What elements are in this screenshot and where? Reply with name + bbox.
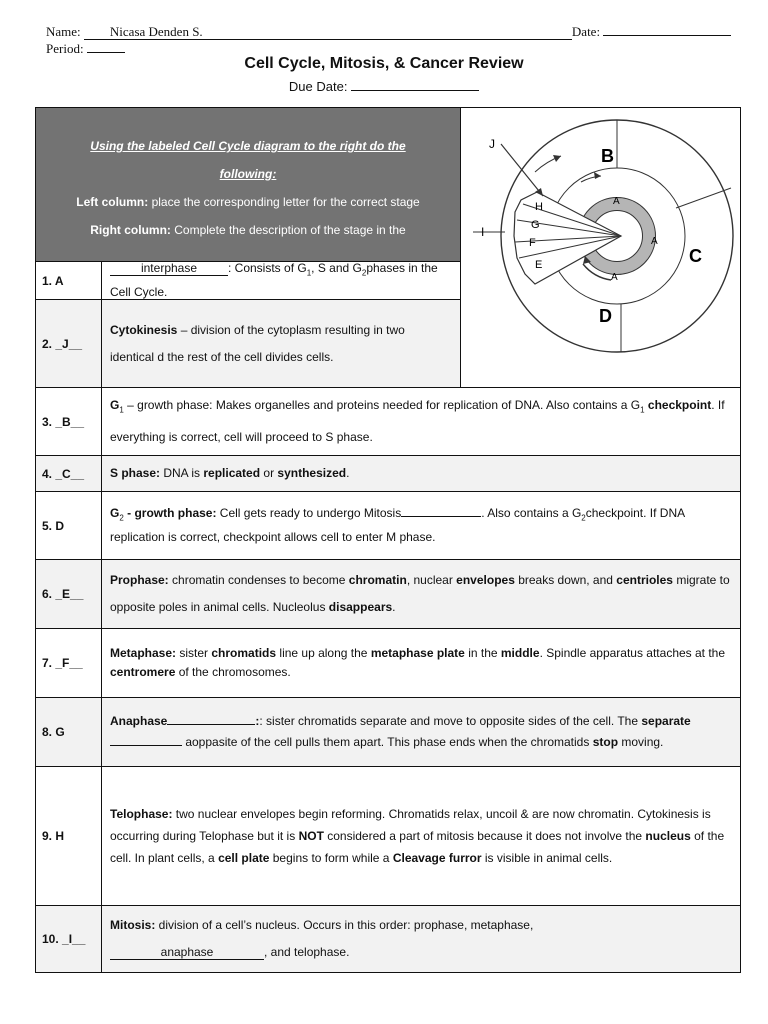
desc-bold: metaphase plate [370,646,465,660]
desc-text: is visible in animal cells. [481,851,613,865]
row-description [102,388,740,455]
name-label: Name: [46,24,81,39]
desc-bold: nucleus [645,829,691,843]
cell-cycle-diagram [460,108,741,387]
review-table [35,107,741,973]
table-row [36,559,740,628]
row-description [102,629,740,697]
row-answer[interactable]: 6. _E__ [36,560,102,628]
desc-term: Cytokinesis [110,322,178,337]
desc-sub: 1 [640,405,645,415]
desc-bold: replicated [203,466,261,480]
desc-text: in the [464,646,501,660]
label-d: D [599,306,612,326]
desc-text: sister [176,646,212,660]
desc-sub: 2 [119,513,124,523]
table-row [36,628,740,697]
due-date-line [0,76,768,94]
row-description: Anaphase :: sister chromatids separate and move to opposite sides of the cell. The separate aoppasite of the cell pulls them apart. This phase ends when the chromatids stop moving. [110,714,691,749]
desc-text: . [392,600,396,614]
row-description [102,492,740,559]
desc-bold: disappears [328,600,393,614]
instructions-left-column [36,188,460,216]
row-description [102,300,460,387]
row-answer[interactable]: 5. D [36,492,102,559]
period-field[interactable] [87,38,125,53]
name-field[interactable] [84,25,572,40]
desc-text: begins to form while a [269,851,393,865]
row-description [102,456,740,491]
desc-text: Cell gets ready to undergo Mitosis [216,506,402,521]
instructions-line-2: following: [219,167,277,181]
desc-bold: NOT [298,829,324,843]
answer-blank[interactable] [110,745,182,746]
desc-bold: envelopes [456,573,515,587]
desc-bold: synthesized [277,466,347,480]
desc-bold: separate [641,714,691,728]
instructions-line-1: Using the labeled Cell Cycle diagram to the right do the [90,139,406,153]
desc-text: , S and G [311,261,362,276]
desc-text: moving. [618,735,664,749]
desc-bold: middle [500,646,540,660]
desc-term: G [110,398,120,413]
label-j: J [489,137,495,151]
row-answer[interactable]: 4. _C__ [36,456,102,491]
desc-term: Anaphase [110,714,168,728]
desc-text: or [260,466,278,480]
table-row [36,697,740,766]
desc-term: S phase: [110,466,161,480]
desc-text: DNA is [160,466,204,480]
desc-bold: checkpoint [647,398,712,413]
desc-term: Metaphase: [110,646,177,660]
label-h: H [535,201,543,213]
due-date-field[interactable] [351,76,479,91]
desc-term: Telophase: [110,807,173,821]
desc-text: two nuclear envelopes begin reforming. Chromatids relax, uncoil & are now chromatin. Cytokinesis is occurring during Telophase but it is [110,807,711,843]
page-title: Cell Cycle, Mitosis, & Cancer Review [244,55,524,72]
answer-blank[interactable]: interphase [110,261,228,276]
row-answer[interactable]: 8. G [36,698,102,766]
desc-bold: cell plate [218,851,270,865]
row-answer[interactable]: 2. _J__ [36,300,102,387]
desc-text: – division of the cytoplasm resulting in two identical d the rest of the cell divides cells. [110,322,405,364]
name-date-line [46,21,731,40]
row-answer[interactable]: 9. H [36,767,102,905]
row-answer[interactable]: 3. _B__ [36,388,102,455]
desc-text: of the cell. In plant cells, a [110,829,725,865]
desc-text: , nuclear [406,573,457,587]
row-description [102,262,460,299]
label-f: F [529,237,536,249]
label-g: G [531,219,540,231]
desc-text: migrate to opposite poles in animal cells. Nucleolus [110,573,730,614]
desc-term: Mitosis: [110,918,156,932]
label-a-bottom: A [611,272,618,283]
cell-cycle-svg [461,108,741,386]
desc-text: chromatin condenses to become [168,573,349,587]
desc-term: Prophase: [110,573,169,587]
desc-text: line up along the [276,646,371,660]
row-description [102,906,740,972]
desc-bold: stop [592,735,619,749]
label-a-right: A [651,236,658,247]
desc-bold: centrioles [616,573,673,587]
table-row [36,766,740,905]
left-column-text: place the corresponding letter for the correct stage [148,195,420,209]
desc-bold: chromatin [348,573,407,587]
name-value: Nicasa Denden S. [109,24,203,39]
desc-bold: chromatids [211,646,277,660]
label-a-top: A [613,196,620,207]
table-row [36,491,740,559]
desc-text: . Also contains a G [481,506,582,521]
desc-text: division of a cell’s nucleus. Occurs in this order: prophase, metaphase, [155,918,534,932]
label-b: B [601,146,614,166]
desc-sub: 1 [306,268,312,278]
date-label: Date: [571,24,601,39]
desc-text: considered a part of mitosis because it does not involve the [323,829,646,843]
desc-text: : sister chromatids separate and move to opposite sides of the cell. The [259,714,642,728]
answer-blank[interactable]: anaphase [110,945,264,960]
desc-term: - growth phase: [123,506,217,521]
desc-text: . [346,466,350,480]
desc-term: G [110,506,120,521]
desc-text: aoppasite of the cell pulls them apart. This phase ends when the chromatids [182,735,593,749]
row-answer[interactable]: 1. A [36,262,102,299]
desc-sub: 1 [119,405,124,415]
desc-text: . Spindle apparatus attaches at the [539,646,726,660]
desc-text: of the chromosomes. [175,665,291,679]
due-label: Due Date: [288,79,348,94]
desc-bold: Cleavage furror [392,851,482,865]
desc-text: checkpoint. If DNA replication is correct, checkpoint allows cell to enter M phase. [110,506,685,544]
desc-text: : Consists of G [228,261,307,276]
table-row [36,387,740,455]
row-description [102,767,740,905]
table-row [36,299,460,387]
date-field[interactable] [603,21,731,36]
table-row [36,261,460,299]
right-column-text: Complete the description of the stage in the [170,223,406,237]
label-i: I [481,225,485,239]
desc-text: breaks down, and [514,573,617,587]
instructions-right-column [36,216,460,244]
answer-blank[interactable] [401,516,481,517]
desc-text: , and telophase. [264,945,350,959]
desc-text: . If everything is correct, cell will proceed to S phase. [110,398,725,444]
instructions-box [36,108,460,262]
desc-sub: 2 [581,513,586,523]
row-answer[interactable]: 10. _I__ [36,906,102,972]
answer-blank[interactable] [167,724,255,725]
desc-sub: 2 [361,268,367,278]
desc-text: – growth phase: Makes organelles and proteins needed for replication of DNA. Also contains a G [123,398,641,413]
left-column-label: Left column: [76,195,149,209]
right-column-label: Right column: [90,223,171,237]
desc-text: phases in the Cell Cycle. [110,261,438,299]
table-row [36,455,740,491]
desc-bold: centromere [110,665,176,679]
label-e: E [535,259,543,271]
row-answer[interactable]: 7. _F__ [36,629,102,697]
row-description [102,560,740,628]
label-c: C [689,246,702,266]
table-row [36,905,740,972]
period-label: Period: [46,41,84,56]
